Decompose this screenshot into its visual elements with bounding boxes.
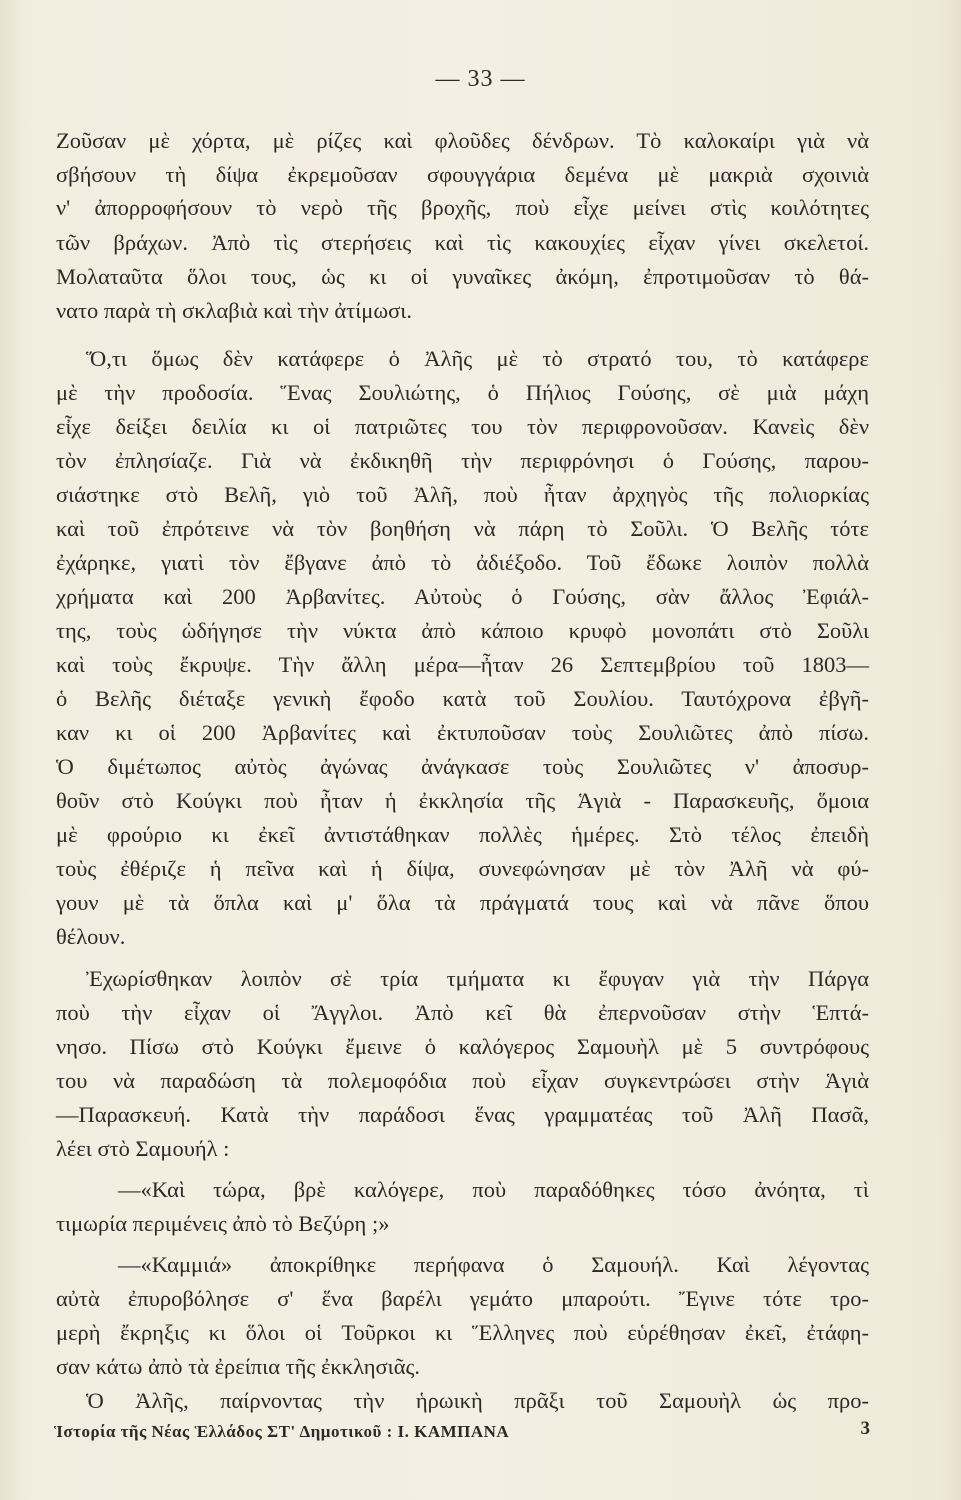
text-line: γουν μὲ τὰ ὅπλα καὶ μ' ὅλα τὰ πράγματά τους καὶ νὰ πᾶνε ὅπου <box>56 890 869 915</box>
text-line: μερὴ ἔκρηξις κι ὅλοι οἱ Τοῦρκοι κι Ἕλληνες ποὺ εὑρέθησαν ἐκεῖ, ἐτάφη- <box>56 1320 869 1345</box>
dialogue-line: —«Καμμιά» ἀποκρίθηκε περήφανα ὁ Σαμουήλ. Καὶ λέγοντας <box>118 1252 869 1277</box>
text-line: μὲ τὴν προδοσία. Ἕνας Σουλιώτης, ὁ Πήλιος Γούσης, σὲ μιὰ μάχη <box>56 380 869 405</box>
text-line: τὸν ἐπλησίαζε. Γιὰ νὰ ἐκδικηθῆ τὴν περιφρόνησι ὁ Γούσης, παρου- <box>56 448 869 473</box>
text-line: καὶ τοῦ ἐπρότεινε νὰ τὸν βοηθήση νὰ πάρη τὸ Σοῦλι. Ὁ Βελῆς τότε <box>56 516 869 541</box>
text-line: του νὰ παραδώση τὰ πολεμοφόδια ποὺ εἶχαν συγκεντρώσει στὴν Ἁγιὰ <box>56 1068 869 1093</box>
footer-book-title: Ἱστορία τῆς Νέας Ἑλλάδος ΣΤ' Δημοτικοῦ : Ι. ΚΑΜΠΑΝΑ <box>54 1422 510 1441</box>
text-line: τοὺς ἐθέριζε ἡ πεῖνα καὶ ἡ δίψα, συνεφώνησαν μὲ τὸν Ἀλῆ νὰ φύ- <box>56 856 869 881</box>
text-line: Μολαταῦτα ὅλοι τους, ὡς κι οἱ γυναῖκες ἀκόμη, ἐπροτιμοῦσαν τὸ θά- <box>56 264 869 289</box>
text-line: Ὁ διμέτωπος αὐτὸς ἀγώνας ἀνάγκασε τοὺς Σουλιῶτες ν' ἀποσυρ- <box>56 754 869 779</box>
text-line: της, τοὺς ὡδήγησε τὴν νύκτα ἀπὸ κάποιο κρυφὸ μονοπάτι στὸ Σοῦλι <box>56 618 869 643</box>
text-line: ἐχάρηκε, γιατὶ τὸν ἔβγανε ἀπὸ τὸ ἀδιέξοδο. Τοῦ ἔδωκε λοιπὸν πολλὰ <box>56 550 869 575</box>
text-line: Ὁ Ἀλῆς, παίρνοντας τὴν ἡρωικὴ πρᾶξι τοῦ Σαμουὴλ ὡς προ- <box>86 1388 869 1413</box>
text-line: ποὺ τὴν εἶχαν οἱ Ἄγγλοι. Ἀπὸ κεῖ θὰ ἐπερνοῦσαν στὴν Ἑπτά- <box>56 1000 869 1025</box>
text-line: Ἐχωρίσθηκαν λοιπὸν σὲ τρία τμήματα κι ἔφυγαν γιὰ τὴν Πάργα <box>86 966 869 991</box>
text-line: —Παρασκευή. Κατὰ τὴν παράδοσι ἕνας γραμματέας τοῦ Ἀλῆ Πασᾶ, <box>56 1102 869 1127</box>
text-line: μὲ φρούριο κι ἐκεῖ ἀντιστάθηκαν πολλὲς ἡμέρες. Στὸ τέλος ἐπειδὴ <box>56 822 869 847</box>
footer-signature-number: 3 <box>860 1418 870 1439</box>
text-line: ὁ Βελῆς διέταξε γενικὴ ἔφοδο κατὰ τοῦ Σουλίου. Ταυτόχρονα ἐβγῆ- <box>56 686 869 711</box>
text-line: καὶ τοὺς ἔκρυψε. Τὴν ἄλλη μέρα—ἦταν 26 Σεπτεμβρίου τοῦ 1803— <box>56 652 869 677</box>
text-line: λέει στὸ Σαμουήλ : <box>56 1136 230 1161</box>
text-line: θοῦν στὸ Κούγκι ποὺ ἦταν ἡ ἐκκλησία τῆς Ἁγιὰ - Παρασκευῆς, ὅμοια <box>56 788 869 813</box>
text-line: ν' ἀπορροφήσουν τὸ νερὸ τῆς βροχῆς, ποὺ εἶχε μείνει στὶς κοιλότητες <box>56 195 869 220</box>
text-line: θέλουν. <box>56 924 126 949</box>
text-line: σιάστηκε στὸ Βελῆ, γιὸ τοῦ Ἀλῆ, ποὺ ἦταν ἀρχηγὸς τῆς πολιορκίας <box>56 482 869 507</box>
text-line: σαν κάτω ἀπὸ τὰ ἐρείπια τῆς ἐκκλησιᾶς. <box>56 1354 421 1379</box>
text-line: Ὅ,τι ὅμως δὲν κατάφερε ὁ Ἀλῆς μὲ τὸ στρατό του, τὸ κατάφερε <box>86 346 869 371</box>
text-line: Ζοῦσαν μὲ χόρτα, μὲ ρίζες καὶ φλοῦδες δένδρων. Τὸ καλοκαίρι γιὰ νὰ <box>56 128 869 153</box>
text-line: αὐτὰ ἐπυροβόλησε σ' ἕνα βαρέλι γεμάτο μπαρούτι. Ἔγινε τότε τρο- <box>56 1286 869 1311</box>
text-line: σβήσουν τὴ δίψα ἐκρεμοῦσαν σφουγγάρια δεμένα μὲ μακριὰ σχοινιὰ <box>56 162 869 187</box>
text-line: χρήματα καὶ 200 Ἀρβανίτες. Αὐτοὺς ὁ Γούσης, σὰν ἄλλος Ἐφιάλ- <box>56 584 869 609</box>
text-line: εἶχε δείξει δειλία κι οἱ πατριῶτες του τὸν περιφρονοῦσαν. Κανεὶς δὲν <box>56 414 869 439</box>
dialogue-line: —«Καὶ τώρα, βρὲ καλόγερε, ποὺ παραδόθηκες τόσο ἀνόητα, τὶ <box>118 1177 869 1202</box>
dialogue-line: τιμωρία περιμένεις ἀπὸ τὸ Βεζύρη ;» <box>56 1211 390 1236</box>
page-number: — 33 — <box>435 66 526 92</box>
text-line: νατο παρὰ τὴ σκλαβιὰ καὶ τὴν ἀτίμωσι. <box>56 298 412 323</box>
text-line: τῶν βράχων. Ἀπὸ τὶς στερήσεις καὶ τὶς κακουχίες εἶχαν γίνει σκελετοί. <box>56 230 869 255</box>
text-line: καν κι οἱ 200 Ἀρβανίτες καὶ ἐκτυποῦσαν τοὺς Σουλιῶτες ἀπὸ πίσω. <box>56 720 869 745</box>
page-footer <box>54 1418 870 1448</box>
text-line: νησο. Πίσω στὸ Κούγκι ἔμεινε ὁ καλόγερος Σαμουὴλ μὲ 5 συντρόφους <box>56 1034 869 1059</box>
